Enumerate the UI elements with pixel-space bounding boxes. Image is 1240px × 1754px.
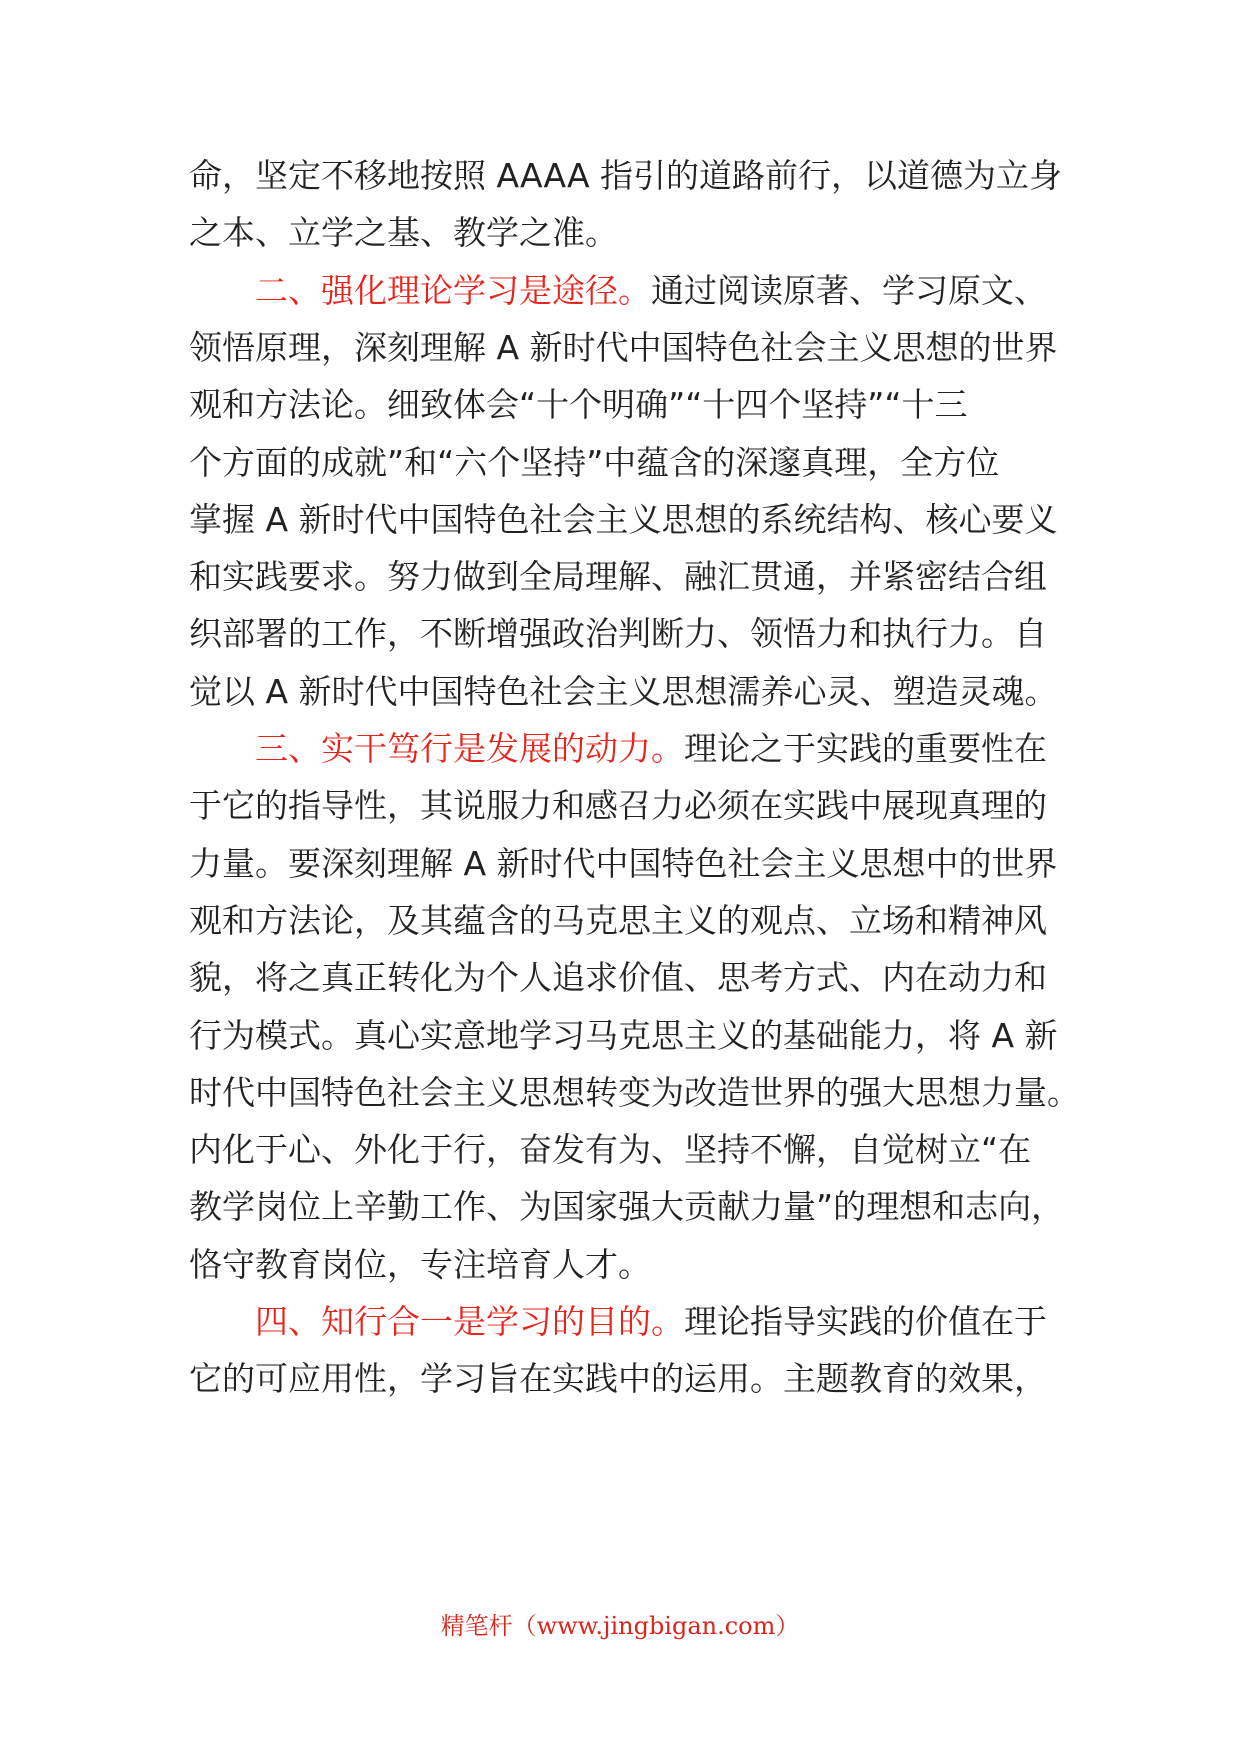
text-line [189,443,999,483]
text-line [189,1245,651,1285]
text-segment: 命，坚定不移地按照 AAAA 指引的道路前行，以道德为立身 [189,156,1063,195]
text-line [189,385,967,425]
text-line [189,156,1062,196]
page-footer: 精笔杆（www.jingbigan.com） [440,1612,800,1640]
text-segment: 理论之于实践的重要性在 [684,729,1047,768]
text-segment: 时代中国特色社会主义思想转变为改造世界的强大思想力量。 [189,1072,1080,1112]
text-segment: 和实践要求。努力做到全局理解、融汇贯通，并紧密结合组 [189,557,1047,597]
text-line [255,1302,1047,1342]
text-segment: 观和方法论。细致体会“十个明确”“十四个坚持”“十三 [189,385,968,425]
text-segment: 力量。要深刻理解 A 新时代中国特色社会主义思想中的世界 [189,843,1058,883]
text-segment: 织部署的工作，不断增强政治判断力、领悟力和执行力。自 [189,614,1047,654]
text-line [189,500,1058,540]
text-segment: 行为模式。真心实意地学习马克思主义的基础能力，将 A 新 [189,1015,1058,1055]
text-line [189,901,1047,941]
text-segment: 觉以 A 新时代中国特色社会主义思想濡养心灵、塑造灵魂。 [189,671,1058,711]
text-line [189,958,1047,998]
text-line [189,213,618,253]
text-line [189,557,1047,597]
text-segment: 貌，将之真正转化为个人追求价值、思考方式、内在动力和 [189,958,1047,998]
text-line [189,1130,1031,1170]
text-segment: 教学岗位上辛勤工作、为国家强大贡献力量”的理想和志向， [189,1187,1065,1227]
section-heading: 二、强化理论学习是途径。 [255,270,651,310]
text-line [189,614,1047,654]
text-segment: 观和方法论，及其蕴含的马克思主义的观点、立场和精神风 [189,900,1047,940]
text-segment: 个方面的成就”和“六个坚持”中蕴含的深邃真理，全方位 [189,442,1000,482]
text-segment: 通过阅读原著、学习原文、 [651,270,1047,310]
section-heading: 三、实干笃行是发展的动力。 [255,729,684,768]
text-line [189,1016,1058,1056]
text-line [189,1359,1047,1399]
text-line [255,271,1047,311]
text-line [189,328,1058,368]
text-segment: 之本、立学之基、教学之准。 [189,213,618,253]
text-segment: 恪守教育岗位，专注培育人才。 [189,1244,651,1284]
text-segment: 掌握 A 新时代中国特色社会主义思想的系统结构、核心要义 [189,499,1058,539]
text-segment: 内化于心、外化于行，奋发有为、坚持不懈，自觉树立“在 [189,1130,1032,1170]
text-line [189,844,1058,884]
text-line [189,1073,1080,1113]
text-segment: 理论指导实践的价值在于 [684,1302,1047,1341]
section-heading: 四、知行合一是学习的目的。 [255,1302,684,1341]
text-segment: 于它的指导性，其说服力和感召力必须在实践中展现真理的 [189,786,1047,826]
text-line [189,1187,1064,1227]
text-segment: 它的可应用性，学习旨在实践中的运用。主题教育的效果， [189,1359,1047,1399]
text-line [189,672,1058,712]
text-line [189,786,1047,826]
text-segment: 领悟原理，深刻理解 A 新时代中国特色社会主义思想的世界 [189,327,1058,367]
text-line [255,729,1047,769]
